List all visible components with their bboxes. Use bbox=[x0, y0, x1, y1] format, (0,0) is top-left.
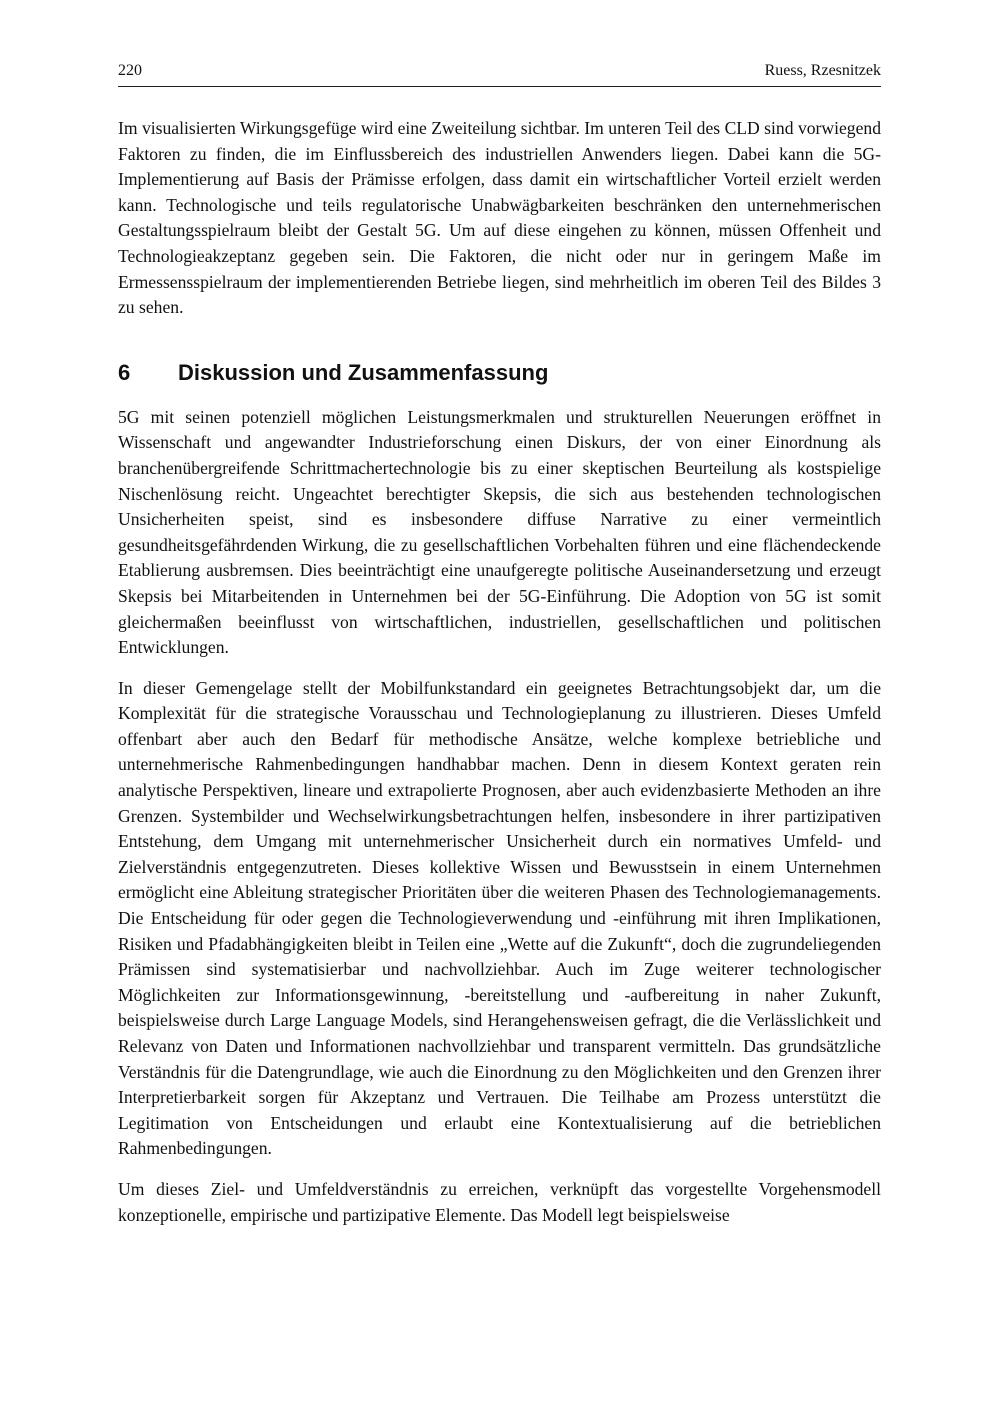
intro-paragraph: Im visualisierten Wirkungsgefüge wird eine Zweiteilung sichtbar. Im unteren Teil des CLD sind vorwiegend Faktoren zu finden, die im Einflussbereich des industriellen Anwenders liegen. Dabei kann die 5G-Implementierung auf Basis der Prämisse erfolgen, dass damit ein wirtschaftlicher Vorteil erzielt werden kann. Technologische und teils regulatorische Unabwägbarkeiten beschränken den unternehmerischen Gestaltungsspielraum bleibt der Gestalt 5G. Um auf diese eingehen zu können, müssen Offenheit und Technologieakzeptanz gegeben sein. Die Faktoren, die nicht oder nur in geringem Maße im Ermessensspielraum der implementierenden Betriebe liegen, sind mehrheitlich im oberen Teil des Bildes 3 zu sehen. bbox=[118, 118, 881, 318]
section-paragraph-3: Um dieses Ziel- und Umfeldverständnis zu erreichen, verknüpft das vorgestellte Vorgehensmodell konzeptionelle, empirische und partizipative Elemente. Das Modell legt beispielsweise bbox=[118, 1178, 881, 1225]
section-paragraph-2: In dieser Gemengelage stellt der Mobilfunkstandard ein geeignetes Betrachtungsobjekt dar, um die Komplexität für die strategische Vorausschau und Technologieplanung zu illustrieren. Dieses Umfeld offenbart aber auch den Bedarf für methodische Ansätze, welche komplexe betriebliche und unternehmerische Rahmenbedingungen handhabbar machen. Denn in diesem Kontext geraten rein analytische Perspektiven, lineare und extrapolierte Prognosen, aber auch evidenzbasierte Methoden an ihre Grenzen. Systembilder und Wechselwirkungsbetrachtungen helfen, insbesondere in ihrer partizipativen Entstehung, dem Umgang mit unternehmerischer Unsicherheit durch ein normatives Umfeld- und Zielverständnis entgegenzutreten. Dieses kollektive Wissen und Bewusstsein in einem Unternehmen ermöglicht eine Ableitung strategischer Prioritäten über die weiteren Phasen des Technologiemanagements. Die Entscheidung für oder gegen die Technologieverwendung und -einführung mit ihren Implikationen, Risiken und Pfadabhängigkeiten bleibt in Teilen eine „Wette auf die Zukunft“, doch die zugrundeliegenden Prämissen sind systematisierbar und nachvollziehbar. Auch im Zuge weiterer technologischer Möglichkeiten zur Informationsgewinnung, -bereitstellung und -aufbereitung in naher Zukunft, beispielsweise durch Large Language Models, sind Herangehensweisen gefragt, die die Verlässlichkeit und Relevanz von Daten und Informationen nachvollziehbar und transparent vermitteln. Das grundsätzliche Verständnis für die Datengrundlage, wie auch die Einordnung zu den Möglichkeiten und den Grenzen ihrer Interpretierbarkeit sorgen für Akzeptanz und Vertrauen. Die Teilhabe am Prozess unterstützt die Legitimation von Entscheidungen und erlaubt eine Kontextualisierung auf die betrieblichen Rahmenbedingungen. bbox=[118, 677, 881, 1159]
running-header-authors: Ruess, Rzesnitzek bbox=[764, 62, 881, 79]
page-number: 220 bbox=[118, 62, 142, 79]
section-heading bbox=[118, 359, 881, 387]
section-title: Diskussion und Zusammenfassung bbox=[178, 359, 549, 385]
section-paragraph-1: 5G mit seinen potenziell möglichen Leistungsmerkmalen und strukturellen Neuerungen eröffnet in Wissenschaft und angewandter Industrieforschung einen Diskurs, der von einer Einordnung als branchenübergreifende Schrittmachertechnologie bis zu einer skeptischen Beurteilung als kostspielige Nischenlösung reicht. Ungeachtet berechtigter Skepsis, die sich aus bestehenden technologischen Unsicherheiten speist, sind es insbesondere diffuse Narrative zu einer vermeintlich gesundheitsgefährdenden Wirkung, die zu gesellschaftlichen Vorbehalten führen und eine flächendeckende Etablierung ausbremsen. Dies beeinträchtigt eine unaufgeregte politische Auseinandersetzung und erzeugt Skepsis bei Mitarbeitenden in Unternehmen bei der 5G-Einführung. Die Adoption von 5G ist somit gleichermaßen beeinflusst von wirtschaftlichen, industriellen, gesellschaftlichen und politischen Entwicklungen. bbox=[118, 406, 881, 658]
running-header bbox=[118, 60, 881, 87]
document-page bbox=[118, 60, 881, 1228]
section-number: 6 bbox=[118, 359, 131, 385]
